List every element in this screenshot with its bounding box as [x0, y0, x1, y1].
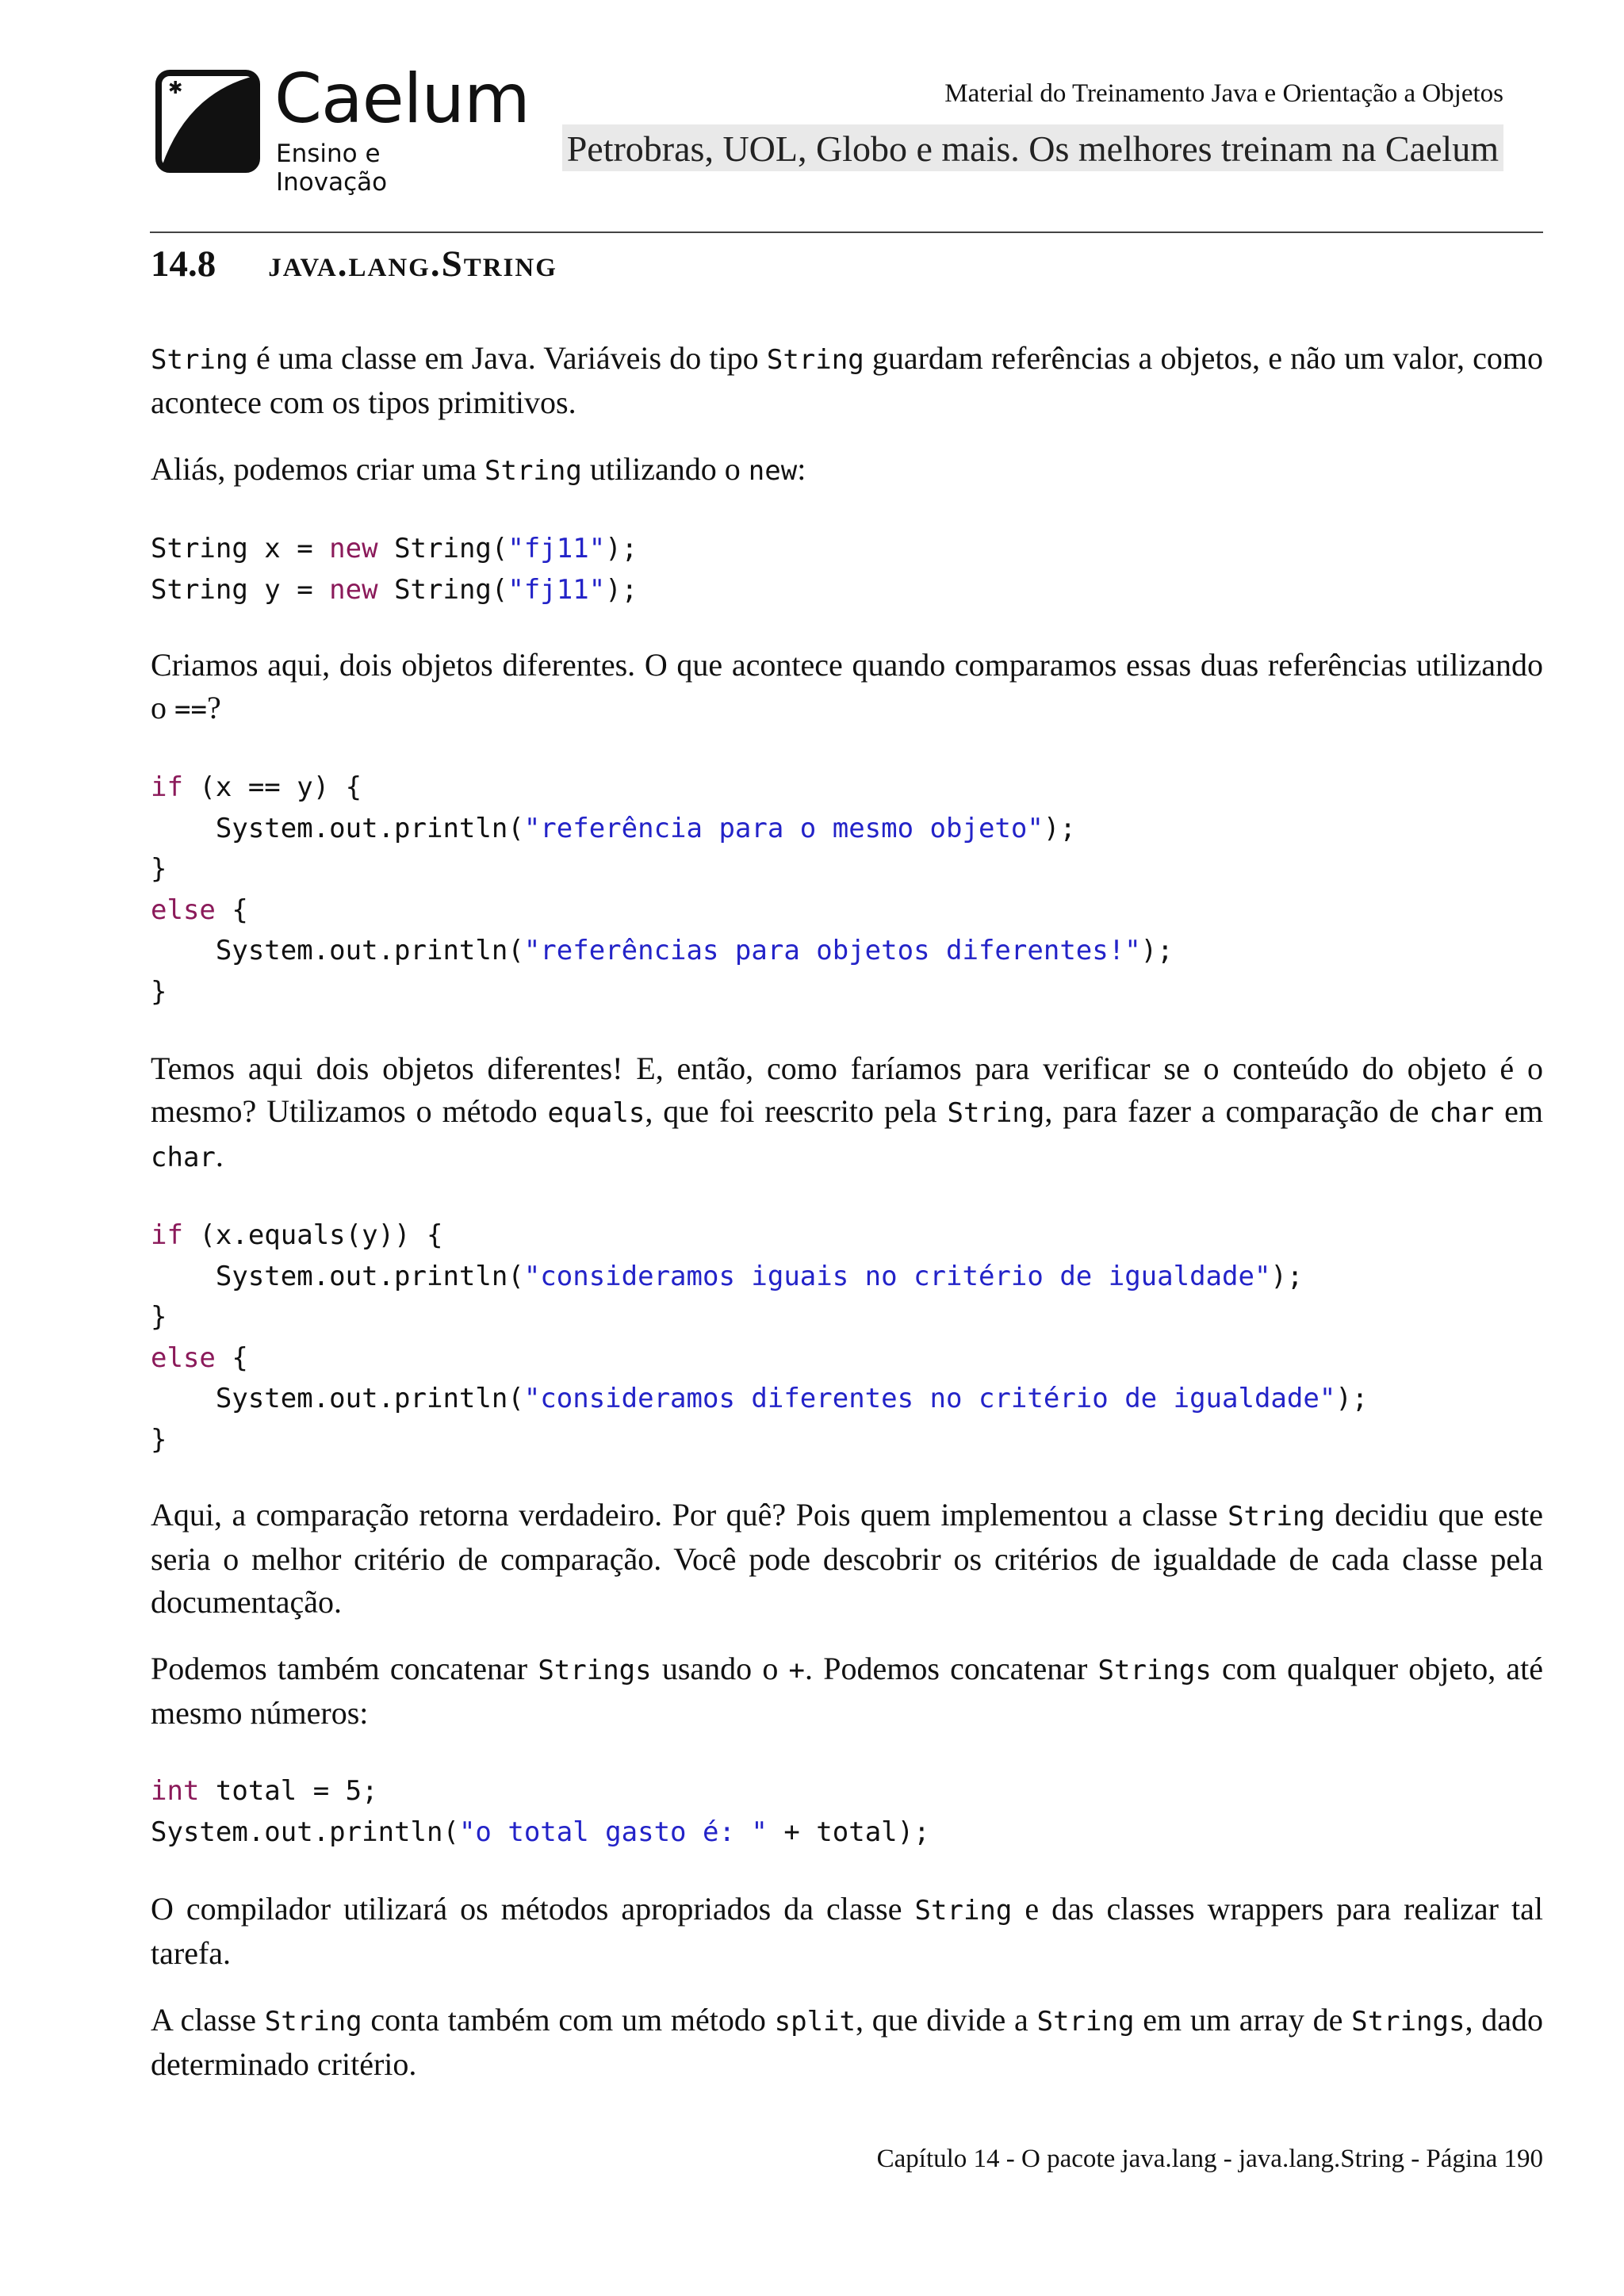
text: é uma classe em Java. Variáveis do tipo [247, 340, 767, 376]
paragraph [151, 1494, 1543, 1624]
text: conta também com um método [362, 2002, 775, 2038]
text: em [1494, 1093, 1543, 1129]
text: , que divide a [856, 2002, 1037, 2038]
inline-code: String [1228, 1501, 1325, 1533]
inline-code: String [766, 344, 864, 376]
text: : [797, 451, 806, 487]
text: . Podemos concatenar [805, 1651, 1098, 1686]
paragraph [151, 337, 1543, 424]
text: , que foi reescrito pela [645, 1093, 948, 1129]
text: , para fazer a comparação de [1044, 1093, 1430, 1129]
caelum-logo [155, 59, 530, 197]
inline-code: char [1429, 1097, 1495, 1129]
text: decidiu que este seria o melhor critério de comparação. Você pode descobrir os critérios de igualdade de cada classe pela documentação. [151, 1497, 1543, 1620]
text: e das classes wrappers para realizar tal tarefa. [151, 1891, 1543, 1971]
text: O compilador utilizará os métodos apropriados da classe [151, 1891, 915, 1927]
inline-code: == [174, 694, 207, 725]
text: guardam referências a objetos, e não um valor, como acontece com os tipos primitivos. [151, 340, 1543, 420]
inline-code: String [914, 1895, 1013, 1927]
inline-code: String [1036, 2006, 1135, 2038]
inline-code: new [748, 455, 798, 487]
text: Criamos aqui, dois objetos diferentes. O que acontece quando comparamos essas duas referências utilizando o [151, 647, 1543, 725]
paragraph [151, 1999, 1543, 2086]
text: Aqui, a comparação retorna verdadeiro. Por quê? Pois quem implementou a classe [151, 1497, 1228, 1533]
text: , dado determinado critério. [151, 2002, 1543, 2082]
text: com qualquer objeto, até mesmo números: [151, 1651, 1544, 1731]
text: A classe [151, 2002, 265, 2038]
text: Temos aqui dois objetos diferentes! E, então, como faríamos para verificar se o conteúdo do objeto é o mesmo? Utilizamos o método [151, 1050, 1543, 1129]
material-title: Material do Treinamento Java e Orientação a Objetos [944, 79, 1503, 108]
inline-code: Strings [538, 1655, 652, 1686]
paragraph [151, 644, 1543, 731]
code-block: if (x == y) { System.out.println("referência para o mesmo objeto"); } else { System.out.println("referências para objetos diferentes!"); } [151, 771, 1174, 1008]
inline-code: String [947, 1097, 1045, 1129]
text: Aliás, podemos criar uma [151, 451, 485, 487]
text: usando o [651, 1651, 789, 1686]
inline-code: String [264, 2006, 362, 2038]
section-heading [151, 243, 557, 285]
inline-code: + [788, 1655, 806, 1686]
section-title: java.lang.String [268, 243, 557, 285]
page-content [151, 337, 1543, 2086]
page-footer: Capítulo 14 - O pacote java.lang - java.lang.String - Página 190 [876, 2145, 1543, 2173]
text: ? [206, 690, 221, 725]
inline-code: Strings [1351, 2006, 1465, 2038]
text: Podemos também concatenar [151, 1651, 538, 1686]
logo-tagline: Ensino e Inovação [276, 140, 388, 197]
svg-text:✱: ✱ [168, 78, 183, 98]
code-block: int total = 5; System.out.println("o total gasto é: " + total); [151, 1775, 930, 1848]
logo-name: Caelum [274, 59, 530, 139]
inline-code: equals [547, 1097, 645, 1129]
inline-code: String [485, 455, 582, 487]
code-block: if (x.equals(y)) { System.out.println("consideramos iguais no critério de igualdade"); } else { System.out.println("consideramos diferentes no critério de igualdade"); } [151, 1219, 1369, 1456]
paragraph [151, 1047, 1543, 1179]
inline-code: Strings [1097, 1655, 1212, 1686]
code-block: String x = new String("fj11"); String y = new String("fj11"); [151, 533, 638, 606]
caelum-logo-icon [155, 70, 260, 173]
inline-code: String [151, 344, 248, 376]
text: utilizando o [581, 451, 749, 487]
paragraph [151, 1647, 1543, 1735]
inline-code: char [151, 1142, 216, 1173]
text: . [215, 1138, 224, 1173]
paragraph [151, 1888, 1543, 1975]
header-banner: Petrobras, UOL, Globo e mais. Os melhores treinam na Caelum [562, 124, 1503, 171]
paragraph [151, 448, 1543, 492]
header-divider [150, 232, 1543, 233]
text: em um array de [1134, 2002, 1352, 2038]
inline-code: split [774, 2006, 856, 2038]
section-number: 14.8 [151, 243, 216, 285]
